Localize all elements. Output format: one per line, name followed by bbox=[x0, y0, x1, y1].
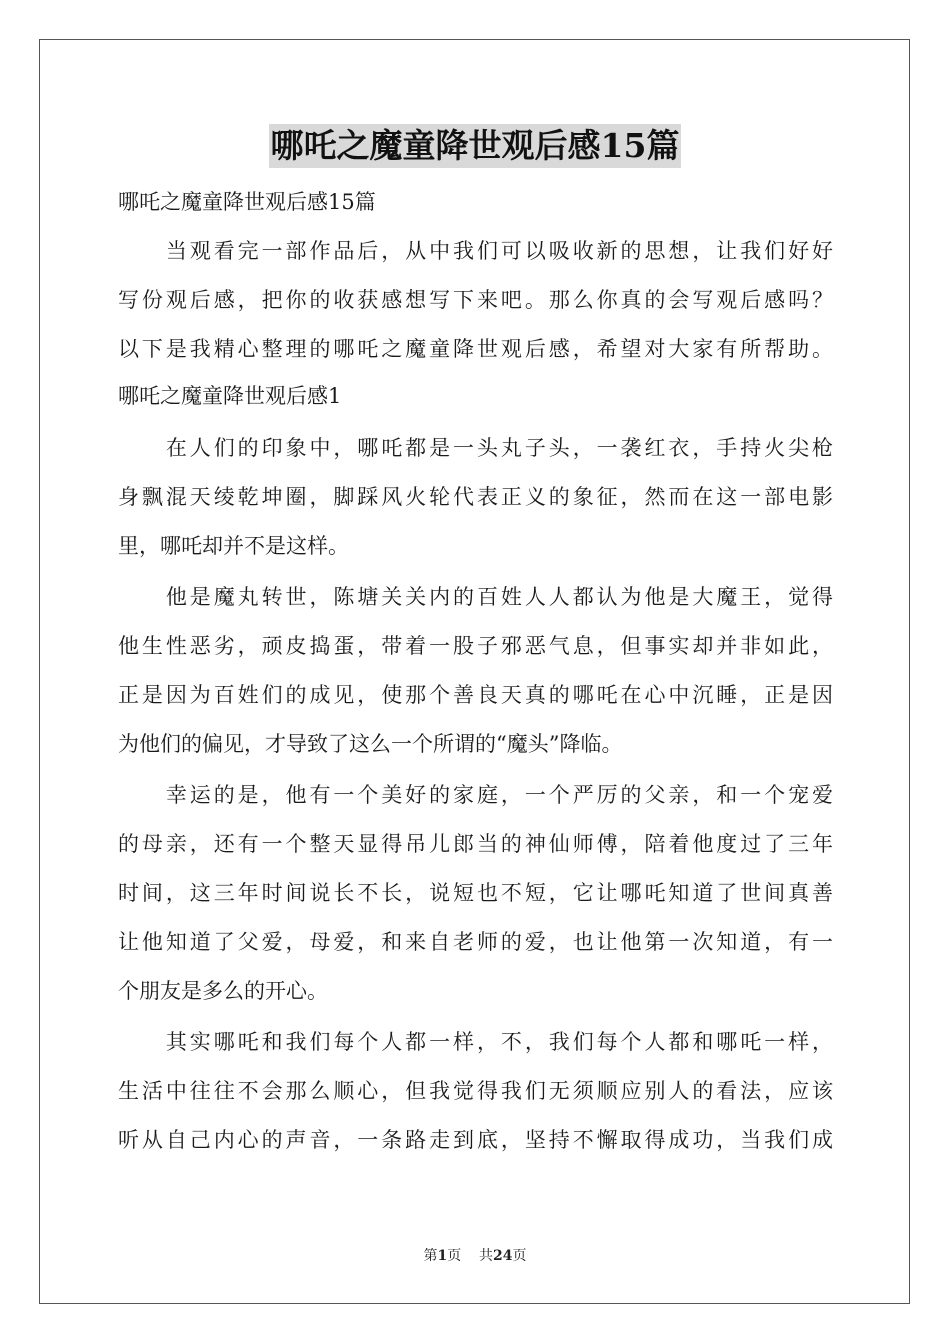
document-title: 哪吒之魔童降世观后感15篇 bbox=[269, 124, 682, 168]
body-line: 时间，这三年时间说长不长，说短也不短，它让哪吒知道了世间真善 bbox=[118, 881, 833, 905]
body-line: 以下是我精心整理的哪吒之魔童降世观后感，希望对大家有所帮助。 bbox=[118, 337, 833, 361]
page-footer bbox=[0, 1245, 950, 1265]
body-line: 的母亲，还有一个整天显得吊儿郎当的神仙师傅，陪着他度过了三年 bbox=[118, 832, 833, 856]
body-line: 在人们的印象中，哪吒都是一头丸子头，一袭红衣，手持火尖枪 bbox=[118, 436, 833, 460]
total-label-prefix: 共 bbox=[479, 1248, 494, 1264]
intro-heading: 哪吒之魔童降世观后感15篇 bbox=[118, 190, 376, 214]
document-body bbox=[118, 178, 833, 1165]
page-label-suffix: 页 bbox=[447, 1248, 462, 1264]
body-line: 里，哪吒却并不是这样。 bbox=[118, 534, 349, 558]
body-line: 身飘混天绫乾坤圈，脚踩风火轮代表正义的象征，然而在这一部电影 bbox=[118, 485, 833, 509]
body-line: 为他们的偏见，才导致了这么一个所谓的“魔头”降临。 bbox=[118, 732, 623, 756]
section-heading: 哪吒之魔童降世观后感1 bbox=[118, 384, 342, 408]
body-line: 让他知道了父爱，母爱，和来自老师的爱，也让他第一次知道，有一 bbox=[118, 930, 833, 954]
total-pages: 24 bbox=[493, 1248, 513, 1264]
body-line: 个朋友是多么的开心。 bbox=[118, 979, 328, 1003]
page-number: 1 bbox=[437, 1248, 448, 1264]
body-line: 他生性恶劣，顽皮捣蛋，带着一股子邪恶气息，但事实却并非如此， bbox=[118, 634, 833, 658]
body-line: 写份观后感，把你的收获感想写下来吧。那么你真的会写观后感吗？ bbox=[118, 288, 833, 312]
body-line: 当观看完一部作品后，从中我们可以吸收新的思想，让我们好好 bbox=[118, 239, 833, 263]
body-line: 他是魔丸转世，陈塘关关内的百姓人人都认为他是大魔王，觉得 bbox=[118, 585, 833, 609]
body-line: 听从自己内心的声音，一条路走到底，坚持不懈取得成功，当我们成 bbox=[118, 1128, 833, 1152]
title-container bbox=[0, 124, 950, 168]
total-label-suffix: 页 bbox=[512, 1248, 527, 1264]
body-line: 正是因为百姓们的成见，使那个善良天真的哪吒在心中沉睡，正是因 bbox=[118, 683, 833, 707]
page-label-prefix: 第 bbox=[423, 1248, 438, 1264]
body-line: 生活中往往不会那么顺心，但我觉得我们无须顺应别人的看法，应该 bbox=[118, 1079, 833, 1103]
body-line: 其实哪吒和我们每个人都一样，不，我们每个人都和哪吒一样， bbox=[118, 1030, 833, 1054]
body-line: 幸运的是，他有一个美好的家庭，一个严厉的父亲，和一个宠爱 bbox=[118, 783, 833, 807]
